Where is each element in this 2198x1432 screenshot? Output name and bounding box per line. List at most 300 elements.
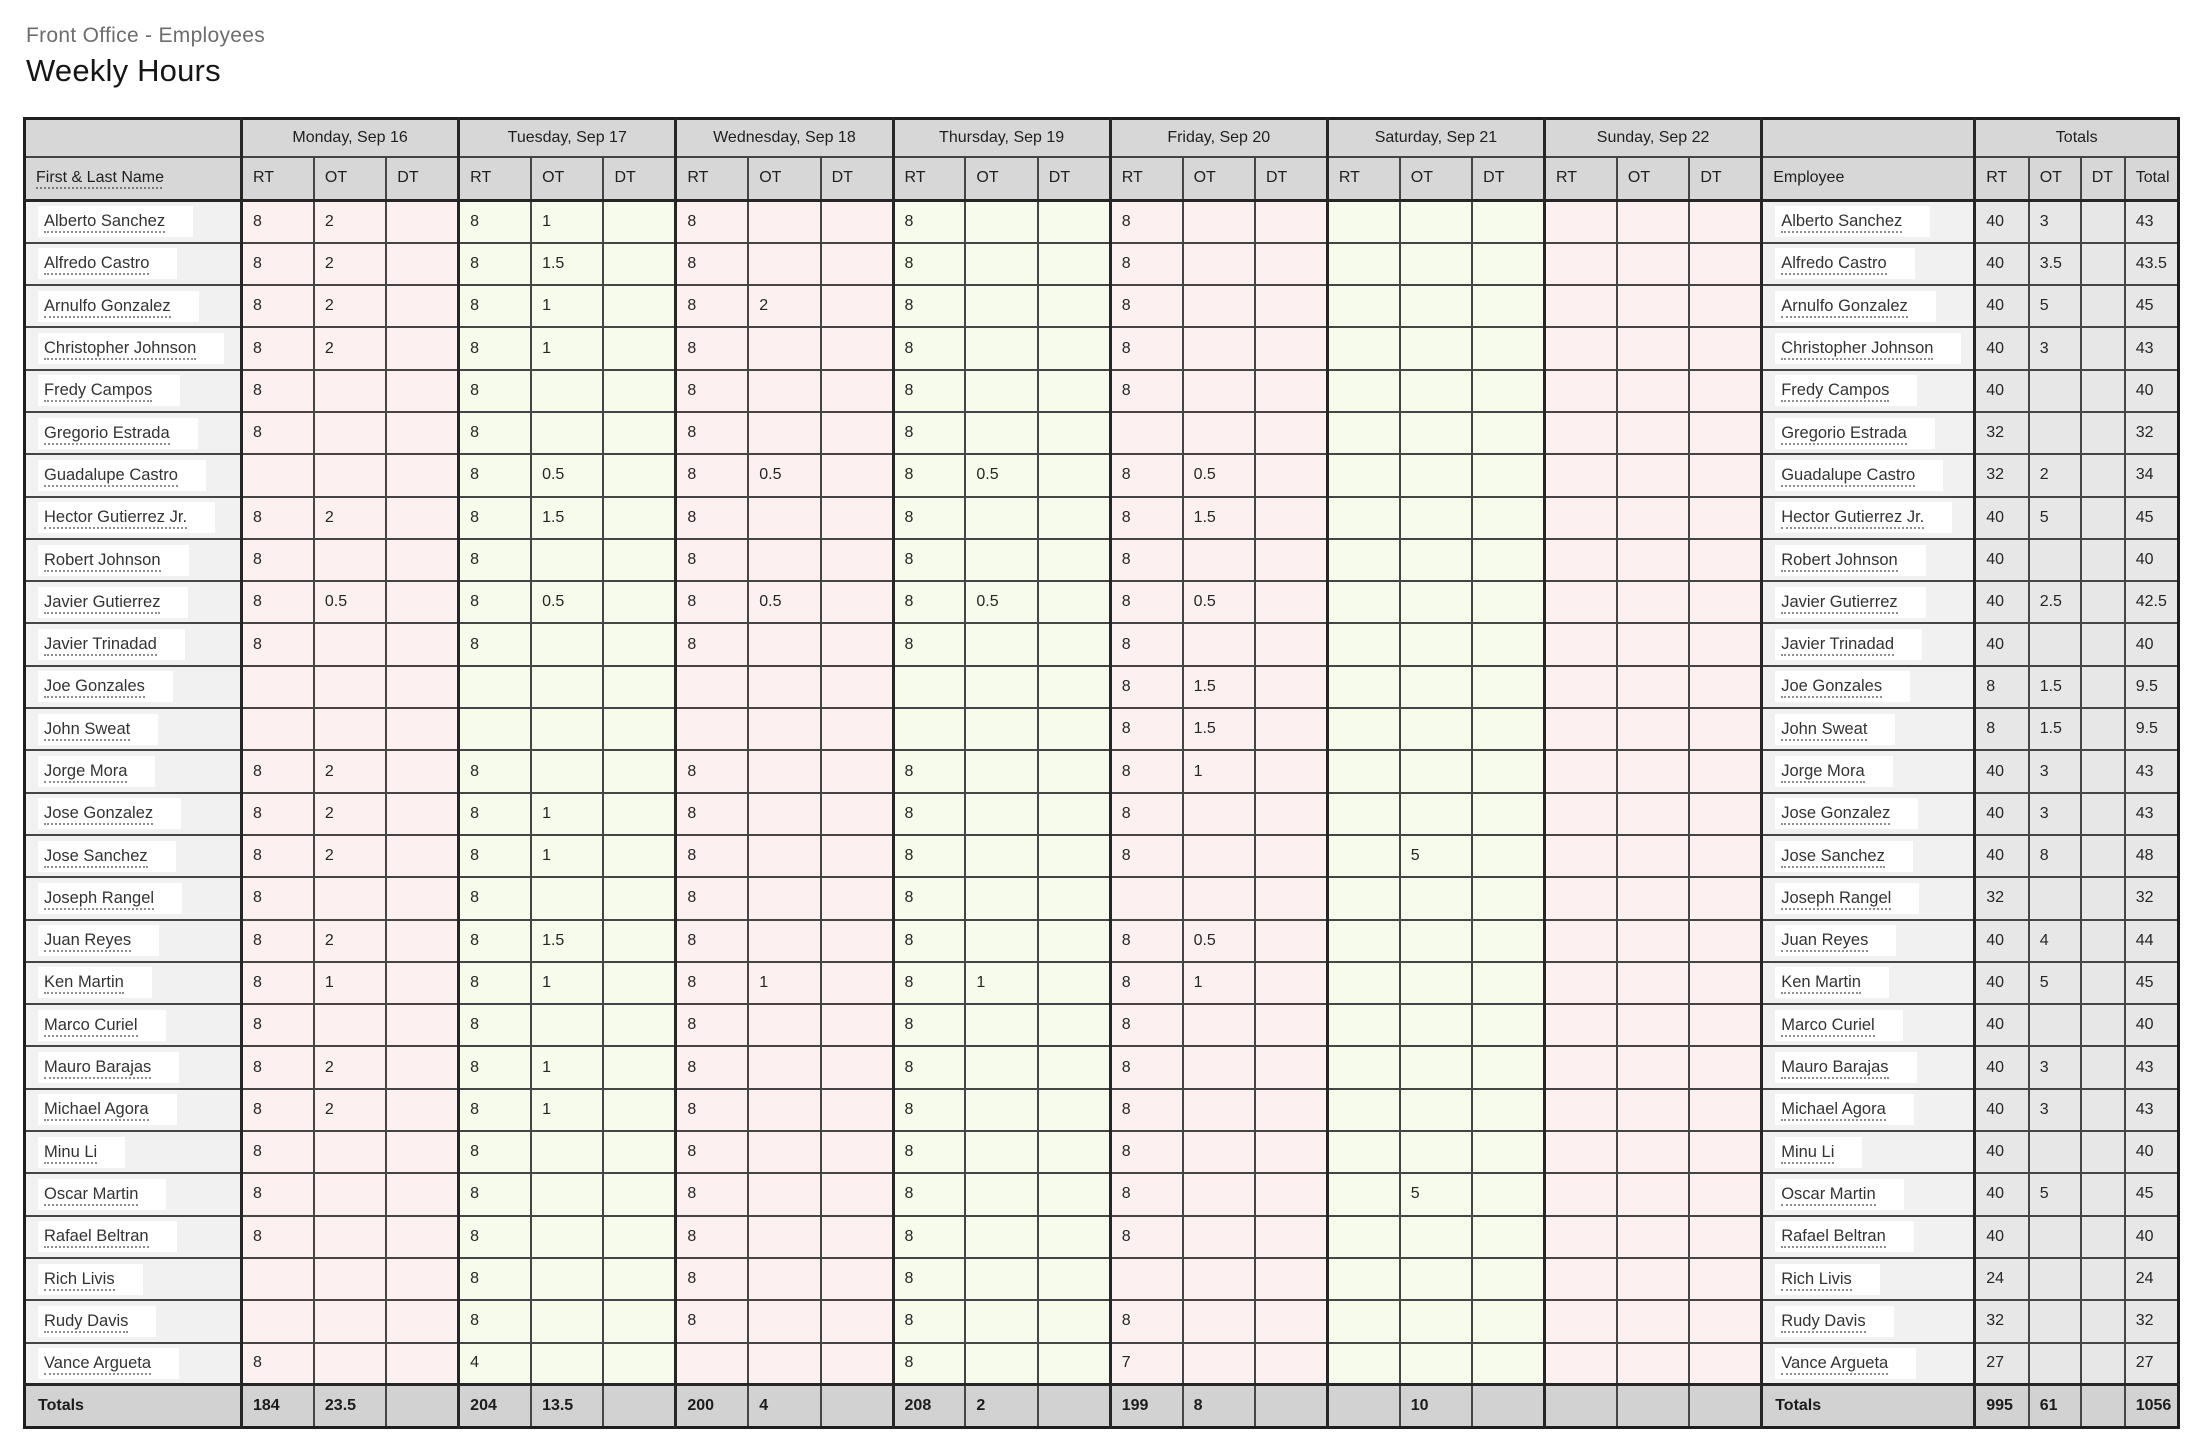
ot-cell[interactable] [965, 412, 1037, 454]
rt-cell[interactable]: 8 [1110, 708, 1182, 750]
rt-cell[interactable]: 8 [242, 835, 314, 877]
ot-cell[interactable]: 1.5 [531, 920, 603, 962]
ot-cell[interactable] [1400, 1089, 1472, 1131]
employee-name-cell[interactable] [25, 623, 242, 665]
dt-cell[interactable] [1038, 920, 1110, 962]
ot-cell[interactable] [1183, 1131, 1255, 1173]
dt-cell[interactable] [603, 581, 675, 623]
ot-cell[interactable] [748, 666, 820, 708]
dt-cell[interactable] [386, 370, 458, 412]
rt-cell[interactable] [1327, 327, 1399, 369]
rt-cell[interactable]: 8 [459, 454, 531, 496]
rt-cell[interactable] [1327, 370, 1399, 412]
rt-cell[interactable]: 8 [459, 1216, 531, 1258]
dt-cell[interactable] [1255, 1173, 1327, 1215]
rt-cell[interactable] [1545, 327, 1617, 369]
dt-cell[interactable] [386, 1089, 458, 1131]
rt-cell[interactable]: 8 [242, 243, 314, 285]
employee-cell[interactable] [1762, 1173, 1975, 1215]
rt-cell[interactable]: 8 [676, 539, 748, 581]
ot-cell[interactable] [1617, 327, 1689, 369]
ot-cell[interactable] [1183, 1300, 1255, 1342]
employee-cell[interactable] [1762, 243, 1975, 285]
ot-cell[interactable] [1400, 1131, 1472, 1173]
ot-cell[interactable] [1617, 497, 1689, 539]
dt-cell[interactable] [1038, 412, 1110, 454]
ot-cell[interactable] [748, 497, 820, 539]
dt-cell[interactable] [1472, 327, 1544, 369]
dt-cell[interactable] [1038, 877, 1110, 919]
rt-cell[interactable]: 8 [459, 1258, 531, 1300]
dt-cell[interactable] [1689, 370, 1761, 412]
dt-cell[interactable] [386, 962, 458, 1004]
rt-cell[interactable] [1545, 454, 1617, 496]
ot-cell[interactable] [531, 1004, 603, 1046]
employee-cell[interactable] [1762, 835, 1975, 877]
ot-cell[interactable] [1617, 877, 1689, 919]
rt-cell[interactable] [1327, 1089, 1399, 1131]
dt-cell[interactable] [603, 750, 675, 792]
dt-cell[interactable] [1255, 835, 1327, 877]
rt-cell[interactable] [1545, 1258, 1617, 1300]
employee-cell[interactable] [1762, 370, 1975, 412]
employee-name-cell[interactable] [25, 1258, 242, 1300]
rt-cell[interactable] [893, 666, 965, 708]
rt-cell[interactable]: 8 [459, 1089, 531, 1131]
ot-cell[interactable]: 0.5 [965, 581, 1037, 623]
dt-cell[interactable] [603, 835, 675, 877]
ot-cell[interactable] [748, 1046, 820, 1088]
employee-name-cell[interactable] [25, 708, 242, 750]
dt-cell[interactable] [386, 1131, 458, 1173]
dt-cell[interactable] [603, 454, 675, 496]
rt-cell[interactable]: 8 [242, 793, 314, 835]
ot-cell[interactable] [1183, 1258, 1255, 1300]
rt-cell[interactable] [242, 708, 314, 750]
dt-cell[interactable] [386, 497, 458, 539]
dt-cell[interactable] [386, 327, 458, 369]
ot-cell[interactable] [314, 1258, 386, 1300]
ot-cell[interactable]: 5 [1400, 835, 1472, 877]
employee-name-cell[interactable] [25, 1216, 242, 1258]
dt-cell[interactable] [1472, 877, 1544, 919]
rt-cell[interactable] [242, 1258, 314, 1300]
dt-cell[interactable] [1689, 243, 1761, 285]
rt-cell[interactable]: 8 [242, 1173, 314, 1215]
employee-name-cell[interactable] [25, 835, 242, 877]
ot-cell[interactable]: 0.5 [531, 581, 603, 623]
rt-cell[interactable] [1327, 412, 1399, 454]
ot-cell[interactable] [1617, 412, 1689, 454]
dt-cell[interactable] [821, 623, 893, 665]
ot-cell[interactable]: 2 [748, 285, 820, 327]
dt-cell[interactable] [1689, 1343, 1761, 1385]
rt-cell[interactable]: 8 [676, 1131, 748, 1173]
ot-cell[interactable] [1183, 877, 1255, 919]
rt-cell[interactable] [1327, 497, 1399, 539]
dt-cell[interactable] [1255, 623, 1327, 665]
rt-cell[interactable]: 8 [1110, 539, 1182, 581]
ot-cell[interactable] [1617, 1258, 1689, 1300]
ot-cell[interactable] [1400, 327, 1472, 369]
ot-cell[interactable] [1400, 497, 1472, 539]
dt-cell[interactable] [1255, 327, 1327, 369]
dt-cell[interactable] [821, 920, 893, 962]
dt-cell[interactable] [1255, 666, 1327, 708]
rt-cell[interactable]: 8 [676, 243, 748, 285]
employee-name-cell[interactable] [25, 454, 242, 496]
dt-cell[interactable] [1472, 708, 1544, 750]
rt-cell[interactable]: 8 [459, 412, 531, 454]
ot-cell[interactable] [748, 412, 820, 454]
dt-cell[interactable] [1472, 1216, 1544, 1258]
dt-cell[interactable] [821, 666, 893, 708]
rt-cell[interactable] [1545, 623, 1617, 665]
dt-cell[interactable] [603, 793, 675, 835]
ot-cell[interactable] [1617, 920, 1689, 962]
rt-cell[interactable] [242, 666, 314, 708]
dt-cell[interactable] [821, 750, 893, 792]
ot-cell[interactable] [314, 1343, 386, 1385]
rt-cell[interactable]: 8 [242, 877, 314, 919]
employee-cell[interactable] [1762, 1258, 1975, 1300]
ot-cell[interactable] [1400, 581, 1472, 623]
ot-cell[interactable] [1183, 835, 1255, 877]
dt-cell[interactable] [386, 1046, 458, 1088]
dt-cell[interactable] [603, 243, 675, 285]
dt-cell[interactable] [1472, 962, 1544, 1004]
employee-cell[interactable] [1762, 666, 1975, 708]
rt-cell[interactable] [1327, 1258, 1399, 1300]
dt-cell[interactable] [603, 877, 675, 919]
dt-cell[interactable] [1472, 1300, 1544, 1342]
ot-cell[interactable] [1183, 1046, 1255, 1088]
dt-cell[interactable] [1472, 539, 1544, 581]
ot-cell[interactable] [1617, 581, 1689, 623]
rt-cell[interactable]: 8 [459, 1173, 531, 1215]
ot-cell[interactable]: 5 [1400, 1173, 1472, 1215]
dt-cell[interactable] [603, 1173, 675, 1215]
ot-cell[interactable] [748, 1343, 820, 1385]
rt-cell[interactable]: 8 [242, 539, 314, 581]
dt-cell[interactable] [1038, 201, 1110, 243]
ot-cell[interactable] [531, 1131, 603, 1173]
dt-cell[interactable] [1255, 1004, 1327, 1046]
ot-cell[interactable] [1617, 1046, 1689, 1088]
dt-cell[interactable] [603, 1046, 675, 1088]
rt-cell[interactable] [1327, 243, 1399, 285]
dt-cell[interactable] [821, 285, 893, 327]
dt-cell[interactable] [1689, 285, 1761, 327]
ot-cell[interactable] [1183, 370, 1255, 412]
dt-cell[interactable] [1255, 243, 1327, 285]
dt-cell[interactable] [386, 920, 458, 962]
rt-cell[interactable] [1327, 666, 1399, 708]
rt-cell[interactable]: 8 [242, 327, 314, 369]
rt-cell[interactable] [1545, 243, 1617, 285]
dt-cell[interactable] [386, 581, 458, 623]
dt-cell[interactable] [1255, 1258, 1327, 1300]
employee-name-cell[interactable] [25, 1089, 242, 1131]
rt-cell[interactable]: 8 [1110, 581, 1182, 623]
rt-cell[interactable] [1545, 1046, 1617, 1088]
ot-cell[interactable] [965, 201, 1037, 243]
dt-cell[interactable] [1472, 412, 1544, 454]
ot-cell[interactable] [1400, 623, 1472, 665]
rt-cell[interactable]: 8 [459, 793, 531, 835]
rt-cell[interactable]: 8 [459, 1300, 531, 1342]
dt-cell[interactable] [821, 370, 893, 412]
ot-cell[interactable]: 2 [314, 835, 386, 877]
dt-cell[interactable] [1472, 581, 1544, 623]
employee-name-cell[interactable] [25, 1300, 242, 1342]
rt-cell[interactable]: 8 [459, 370, 531, 412]
rt-cell[interactable] [1327, 962, 1399, 1004]
rt-cell[interactable]: 8 [893, 243, 965, 285]
ot-cell[interactable] [965, 835, 1037, 877]
employee-name-cell[interactable] [25, 1343, 242, 1385]
ot-cell[interactable]: 0.5 [748, 581, 820, 623]
dt-cell[interactable] [1038, 708, 1110, 750]
rt-cell[interactable]: 8 [242, 1343, 314, 1385]
rt-cell[interactable]: 8 [676, 581, 748, 623]
rt-cell[interactable] [1545, 201, 1617, 243]
dt-cell[interactable] [386, 623, 458, 665]
rt-cell[interactable] [1545, 1300, 1617, 1342]
rt-cell[interactable] [1545, 1131, 1617, 1173]
rt-cell[interactable] [1545, 962, 1617, 1004]
ot-cell[interactable] [965, 1046, 1037, 1088]
dt-cell[interactable] [1255, 370, 1327, 412]
dt-cell[interactable] [1689, 581, 1761, 623]
dt-cell[interactable] [1255, 877, 1327, 919]
dt-cell[interactable] [1255, 920, 1327, 962]
dt-cell[interactable] [603, 1004, 675, 1046]
ot-cell[interactable]: 1 [531, 1046, 603, 1088]
ot-cell[interactable] [1183, 1173, 1255, 1215]
rt-cell[interactable] [1545, 877, 1617, 919]
dt-cell[interactable] [1472, 920, 1544, 962]
ot-cell[interactable] [1400, 962, 1472, 1004]
dt-cell[interactable] [1472, 201, 1544, 243]
rt-cell[interactable]: 8 [893, 962, 965, 1004]
ot-cell[interactable] [748, 201, 820, 243]
employee-cell[interactable] [1762, 412, 1975, 454]
dt-cell[interactable] [1255, 285, 1327, 327]
dt-cell[interactable] [821, 412, 893, 454]
dt-cell[interactable] [1255, 1300, 1327, 1342]
rt-cell[interactable]: 8 [893, 454, 965, 496]
dt-cell[interactable] [1038, 581, 1110, 623]
dt-cell[interactable] [1472, 285, 1544, 327]
dt-cell[interactable] [1038, 497, 1110, 539]
rt-cell[interactable]: 8 [1110, 243, 1182, 285]
dt-cell[interactable] [1038, 1173, 1110, 1215]
rt-cell[interactable]: 8 [459, 1131, 531, 1173]
employee-name-cell[interactable] [25, 581, 242, 623]
dt-cell[interactable] [1689, 1173, 1761, 1215]
dt-cell[interactable] [603, 285, 675, 327]
rt-cell[interactable]: 8 [242, 920, 314, 962]
ot-cell[interactable] [965, 327, 1037, 369]
rt-cell[interactable]: 8 [1110, 1173, 1182, 1215]
rt-cell[interactable]: 8 [893, 285, 965, 327]
ot-cell[interactable] [531, 1258, 603, 1300]
rt-cell[interactable]: 4 [459, 1343, 531, 1385]
dt-cell[interactable] [386, 877, 458, 919]
dt-cell[interactable] [1689, 1004, 1761, 1046]
dt-cell[interactable] [386, 1343, 458, 1385]
rt-cell[interactable]: 8 [1110, 750, 1182, 792]
rt-cell[interactable]: 8 [459, 877, 531, 919]
rt-cell[interactable]: 8 [242, 1046, 314, 1088]
rt-cell[interactable]: 8 [242, 370, 314, 412]
employee-cell[interactable] [1762, 201, 1975, 243]
rt-cell[interactable] [1545, 1343, 1617, 1385]
ot-cell[interactable] [1400, 793, 1472, 835]
ot-cell[interactable] [965, 920, 1037, 962]
rt-cell[interactable] [1327, 285, 1399, 327]
ot-cell[interactable] [965, 708, 1037, 750]
rt-cell[interactable] [242, 454, 314, 496]
rt-cell[interactable] [1327, 920, 1399, 962]
rt-cell[interactable] [1545, 581, 1617, 623]
dt-cell[interactable] [386, 201, 458, 243]
dt-cell[interactable] [1689, 1258, 1761, 1300]
dt-cell[interactable] [821, 835, 893, 877]
ot-cell[interactable] [748, 1173, 820, 1215]
dt-cell[interactable] [1255, 201, 1327, 243]
rt-cell[interactable]: 8 [893, 793, 965, 835]
dt-cell[interactable] [1038, 539, 1110, 581]
ot-cell[interactable] [1617, 285, 1689, 327]
dt-cell[interactable] [1255, 750, 1327, 792]
ot-cell[interactable] [965, 666, 1037, 708]
rt-cell[interactable] [1327, 454, 1399, 496]
dt-cell[interactable] [603, 1216, 675, 1258]
rt-cell[interactable]: 8 [676, 285, 748, 327]
ot-cell[interactable] [748, 623, 820, 665]
employee-cell[interactable] [1762, 920, 1975, 962]
rt-cell[interactable]: 8 [893, 877, 965, 919]
dt-cell[interactable] [1689, 623, 1761, 665]
ot-cell[interactable]: 2 [314, 750, 386, 792]
dt-cell[interactable] [1038, 1046, 1110, 1088]
employee-cell[interactable] [1762, 750, 1975, 792]
ot-cell[interactable] [1617, 1343, 1689, 1385]
ot-cell[interactable]: 2 [314, 285, 386, 327]
dt-cell[interactable] [1255, 454, 1327, 496]
employee-cell[interactable] [1762, 1131, 1975, 1173]
rt-cell[interactable]: 8 [1110, 1131, 1182, 1173]
rt-cell[interactable]: 8 [893, 1343, 965, 1385]
employee-cell[interactable] [1762, 1004, 1975, 1046]
dt-cell[interactable] [1038, 750, 1110, 792]
ot-cell[interactable] [531, 1343, 603, 1385]
dt-cell[interactable] [1689, 666, 1761, 708]
ot-cell[interactable] [1617, 1216, 1689, 1258]
dt-cell[interactable] [1472, 1004, 1544, 1046]
rt-cell[interactable]: 8 [242, 201, 314, 243]
dt-cell[interactable] [603, 539, 675, 581]
rt-cell[interactable]: 8 [1110, 962, 1182, 1004]
rt-cell[interactable] [1327, 201, 1399, 243]
rt-cell[interactable]: 8 [893, 1173, 965, 1215]
dt-cell[interactable] [821, 1046, 893, 1088]
ot-cell[interactable] [1183, 412, 1255, 454]
ot-cell[interactable] [1400, 666, 1472, 708]
ot-cell[interactable]: 2 [314, 793, 386, 835]
rt-cell[interactable]: 8 [676, 962, 748, 1004]
dt-cell[interactable] [821, 1343, 893, 1385]
dt-cell[interactable] [821, 581, 893, 623]
ot-cell[interactable]: 1 [965, 962, 1037, 1004]
dt-cell[interactable] [1689, 708, 1761, 750]
dt-cell[interactable] [603, 370, 675, 412]
dt-cell[interactable] [1689, 1046, 1761, 1088]
dt-cell[interactable] [1255, 581, 1327, 623]
employee-name-cell[interactable] [25, 1046, 242, 1088]
rt-cell[interactable] [1110, 1258, 1182, 1300]
rt-cell[interactable]: 8 [1110, 327, 1182, 369]
dt-cell[interactable] [603, 1131, 675, 1173]
dt-cell[interactable] [1038, 285, 1110, 327]
ot-cell[interactable] [1400, 201, 1472, 243]
dt-cell[interactable] [821, 1131, 893, 1173]
rt-cell[interactable] [1545, 285, 1617, 327]
rt-cell[interactable] [1327, 750, 1399, 792]
ot-cell[interactable] [314, 1004, 386, 1046]
ot-cell[interactable]: 2 [314, 327, 386, 369]
ot-cell[interactable] [1617, 666, 1689, 708]
dt-cell[interactable] [821, 201, 893, 243]
ot-cell[interactable]: 1.5 [1183, 708, 1255, 750]
ot-cell[interactable] [531, 412, 603, 454]
ot-cell[interactable]: 2 [314, 243, 386, 285]
dt-cell[interactable] [386, 539, 458, 581]
rt-cell[interactable] [1545, 539, 1617, 581]
ot-cell[interactable] [748, 539, 820, 581]
dt-cell[interactable] [821, 454, 893, 496]
employee-cell[interactable] [1762, 454, 1975, 496]
ot-cell[interactable] [314, 1173, 386, 1215]
employee-cell[interactable] [1762, 708, 1975, 750]
rt-cell[interactable]: 8 [459, 835, 531, 877]
dt-cell[interactable] [1255, 1216, 1327, 1258]
dt-cell[interactable] [1689, 497, 1761, 539]
employee-cell[interactable] [1762, 1089, 1975, 1131]
dt-cell[interactable] [1689, 793, 1761, 835]
rt-cell[interactable] [1327, 623, 1399, 665]
ot-cell[interactable] [531, 539, 603, 581]
employee-cell[interactable] [1762, 285, 1975, 327]
ot-cell[interactable]: 2 [314, 497, 386, 539]
ot-cell[interactable] [531, 1173, 603, 1215]
ot-cell[interactable] [1183, 1089, 1255, 1131]
dt-cell[interactable] [821, 877, 893, 919]
rt-cell[interactable]: 8 [1110, 285, 1182, 327]
ot-cell[interactable]: 1.5 [531, 243, 603, 285]
ot-cell[interactable] [965, 1343, 1037, 1385]
ot-cell[interactable]: 1 [531, 285, 603, 327]
rt-cell[interactable]: 8 [893, 1258, 965, 1300]
dt-cell[interactable] [603, 962, 675, 1004]
ot-cell[interactable] [748, 243, 820, 285]
ot-cell[interactable] [965, 370, 1037, 412]
rt-cell[interactable] [1545, 793, 1617, 835]
ot-cell[interactable] [748, 708, 820, 750]
rt-cell[interactable]: 8 [893, 920, 965, 962]
